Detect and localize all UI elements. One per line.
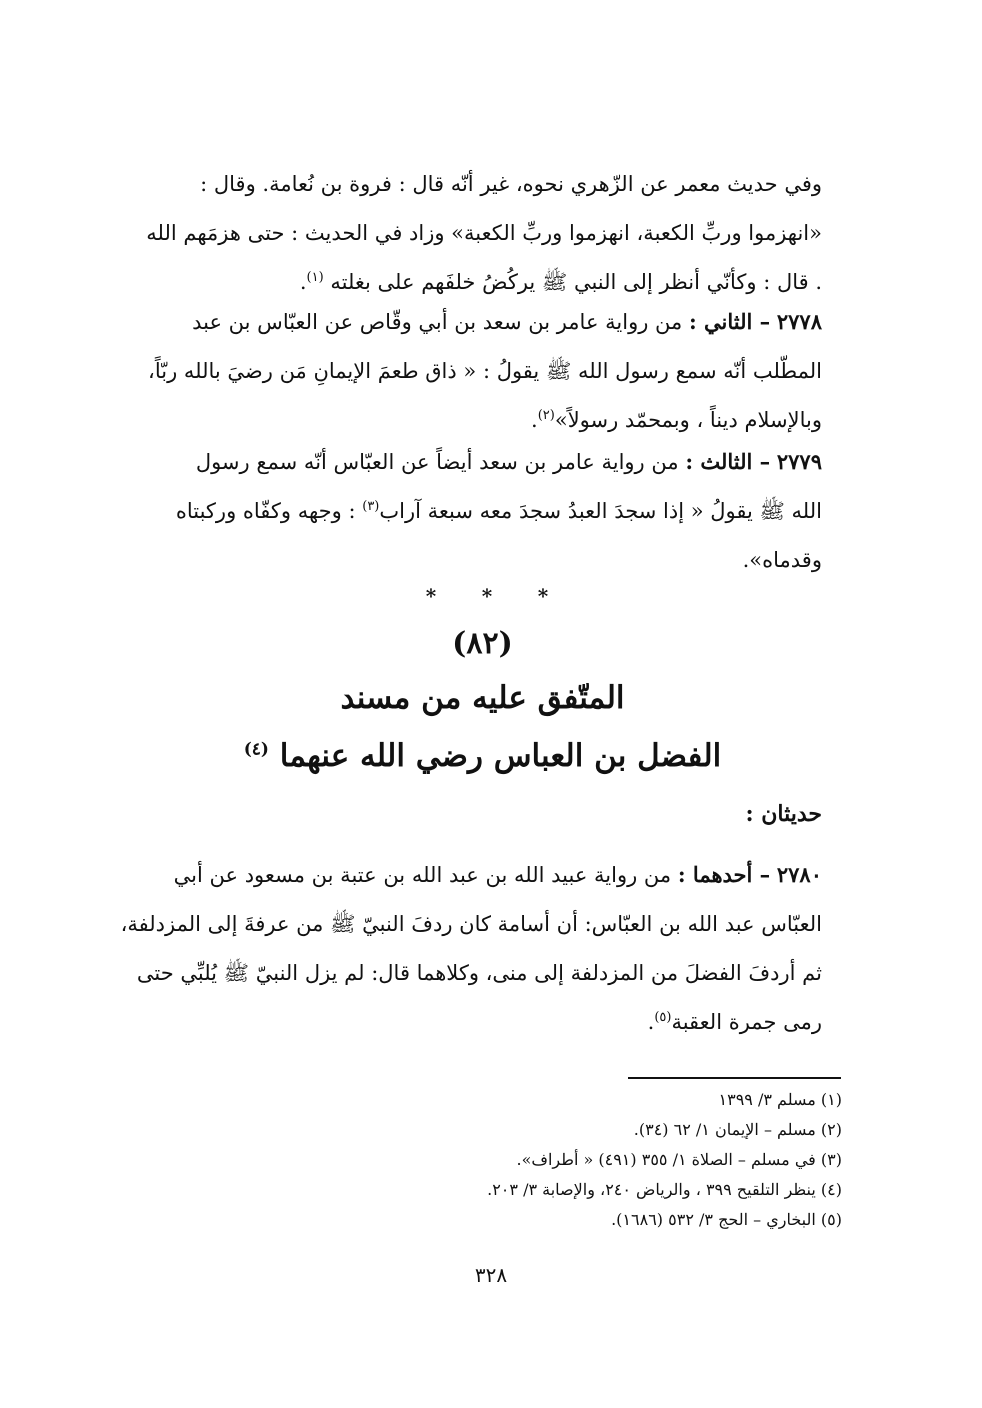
hadith-2780-line-3: ثم أردفَ الفضلَ من المزدلفة إلى منى، وكلاهما قال: لم يزل النبيّ ﷺ يُلبِّي حتى xyxy=(136,961,822,985)
hadith-2780-line-4: رمى جمرة العقبة$^{(٥)}$. xyxy=(647,1010,822,1034)
footnote-ref-2: (٢) xyxy=(537,408,555,423)
footnote-5: (٥) البخاري – الحج ٣/ ٥٣٢ (١٦٨٦). xyxy=(611,1210,842,1229)
section-title-line-1: المتّفق عليه من مسند xyxy=(340,680,625,716)
footnote-3: (٣) في مسلم – الصلاة ١/ ٣٥٥ (٤٩١) « أطراف». xyxy=(516,1150,842,1169)
separator-star: * xyxy=(537,584,557,608)
hadith-2779-line-1 xyxy=(110,437,822,487)
section-separator xyxy=(0,584,982,608)
footnote-2: (٢) مسلم – الإيمان ١/ ٦٢ (٣٤). xyxy=(633,1120,842,1139)
footnote-4: (٤) ينظر التلقيح ٣٩٩ ، والرياض ٢٤٠، والإصابة ٣/ ٢٠٣. xyxy=(487,1180,842,1199)
hadith-2778-line-3: وبالإسلام ديناً ، وبمحمّد رسولاً»$^{(٢)}$. xyxy=(531,408,822,432)
intro-line-1: وفي حديث معمر عن الزّهري نحوه، غير أنّه قال : فروة بن نُعامة. وقال : xyxy=(200,172,822,196)
hadith-2779-label: – الثالث : xyxy=(685,449,771,474)
footnotes xyxy=(242,1085,842,1235)
hadith-2779-text-1: من رواية عامر بن سعد أيضاً عن العبّاس أنّه سمع رسول xyxy=(195,450,679,474)
section-title-text: الفضل بن العباس رضي الله عنهما xyxy=(279,738,722,774)
hadith-2779-paragraph xyxy=(110,437,822,585)
separator-star: * xyxy=(425,584,445,608)
hadith-2780-line-2: العبّاس عبد الله بن العبّاس: أن أسامة كان ردفَ النبيّ ﷺ من عرفةَ إلى المزدلفة، xyxy=(120,912,822,936)
hadith-2780-text-4: رمى جمرة العقبة xyxy=(671,1010,822,1034)
intro-paragraph xyxy=(110,160,822,307)
section-title-line-2 xyxy=(0,738,965,774)
footnote-ref-1: (١) xyxy=(306,270,324,285)
intro-line-3-text: . قال : وكأنّي أنظر إلى النبي ﷺ يركُضُ خلفَهم على بغلته xyxy=(330,270,822,294)
hadith-2780-number: ٢٧٨٠ xyxy=(776,862,822,887)
separator-star: * xyxy=(481,584,501,608)
footnote-divider xyxy=(628,1077,841,1079)
hadith-2778-text-1: من رواية عامر بن سعد بن أبي وقّاص عن العبّاس بن عبد xyxy=(192,310,683,334)
hadith-2780-line-1 xyxy=(110,850,822,900)
hadith-2778-text-3: وبالإسلام ديناً ، وبمحمّد رسولاً» xyxy=(554,408,822,432)
hadith-2778-line-1 xyxy=(110,297,822,347)
footnote-1: (١) مسلم ٣/ ١٣٩٩ xyxy=(718,1090,842,1109)
section-number: (٨٢) xyxy=(452,626,513,661)
hadith-2780-paragraph xyxy=(110,850,822,1047)
section-subheading: حديثان : xyxy=(745,801,822,827)
hadith-2779-line-2 xyxy=(110,487,822,536)
hadith-2779-text-2a: الله ﷺ يقولُ « إذا سجدَ العبدُ سجدَ معه سبعة آراب xyxy=(379,499,822,523)
intro-line-2: «انهزموا وربِّ الكعبة، انهزموا وربِّ الكعبة» وزاد في الحديث : حتى هزمَهم الله xyxy=(146,221,822,245)
hadith-2778-paragraph xyxy=(110,297,822,445)
footnote-ref-5: (٥) xyxy=(654,1010,672,1025)
page-number: ٣٢٨ xyxy=(474,1263,508,1287)
hadith-2778-line-2: المطّلب أنّه سمع رسول الله ﷺ يقولُ : « ذاق طعمَ الإيمانِ مَن رضيَ بالله ربّاً، xyxy=(148,359,822,383)
footnote-ref-3: (٣) xyxy=(362,499,380,514)
hadith-2780-label: – أحدهما : xyxy=(677,862,771,887)
hadith-2778-label: – الثاني : xyxy=(688,309,771,334)
hadith-2779-line-3: وقدماه». xyxy=(742,548,822,572)
footnote-ref-4: (٤) xyxy=(243,739,269,760)
hadith-2778-number: ٢٧٧٨ xyxy=(776,309,822,334)
intro-line-3: . قال : وكأنّي أنظر إلى النبي ﷺ يركُضُ خلفَهم على بغلته $^{(١)}$. xyxy=(299,270,822,294)
hadith-2779-text-2b: : وجهه وكفّاه وركبتاه xyxy=(175,499,356,523)
hadith-2780-text-1: من رواية عبيد الله بن عبد الله بن عتبة بن مسعود عن أبي xyxy=(173,863,672,887)
hadith-2779-number: ٢٧٧٩ xyxy=(776,449,822,474)
